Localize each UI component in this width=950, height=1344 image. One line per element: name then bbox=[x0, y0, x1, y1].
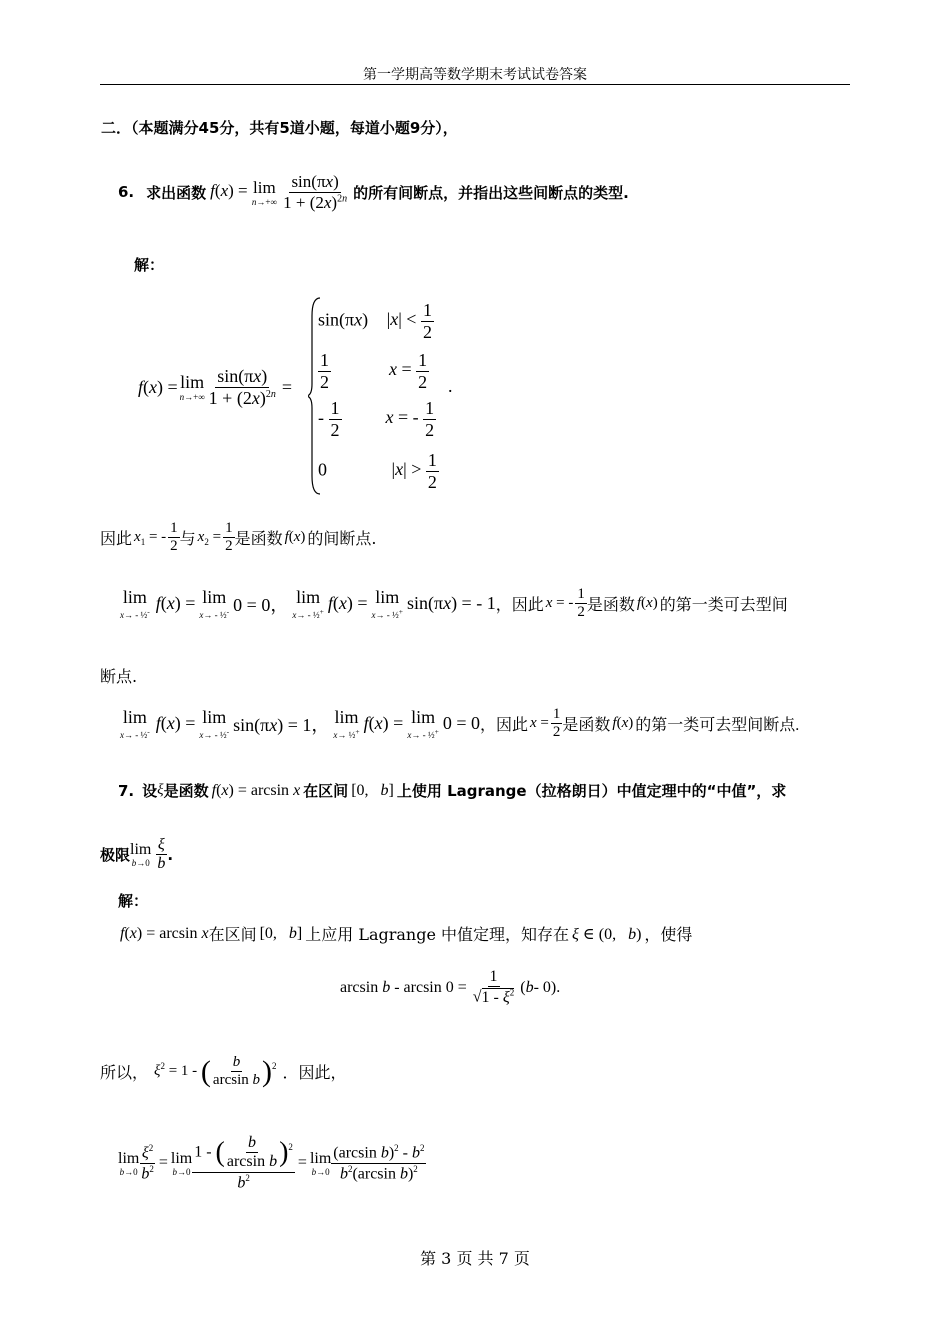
section-heading: 二．（本题满分45分，共有5道小题，每道小题9分）， bbox=[101, 119, 458, 137]
q7-prompt-pre: 设 bbox=[142, 782, 158, 800]
q7-prompt: 7. 设 ξ 是函数 f(x) = arcsin x 在区间 [0, b] 上使用 Lagrange（拉格朗日）中值定理中的“中值”，求 bbox=[118, 781, 787, 800]
conclusion-end: 的间断点. bbox=[307, 529, 377, 549]
q7-so-pre: 所以， bbox=[100, 1063, 149, 1083]
q7-solution-label: 解： bbox=[118, 892, 149, 910]
q6-prompt-pre: 求出函数 bbox=[146, 183, 207, 202]
conclusion-mid: 与 bbox=[179, 529, 196, 549]
piecewise-period: . bbox=[448, 376, 453, 396]
conclusion-post: 是函数 bbox=[234, 529, 283, 549]
q7-prompt-mid2: 在区间 bbox=[303, 782, 349, 800]
q6-line2: 断点. bbox=[100, 667, 138, 686]
q7-mvt-equation: arcsin b - arcsin 0 = $\frac{1}{√1 - \xi^2}$ ( b - 0). bbox=[340, 968, 561, 1006]
q6-piecewise-lhs: f ( x ) = lim n→+∞ $\frac{\sin(\pi x)}{1 + (2x)^{2n}}$ = bbox=[138, 366, 292, 408]
line1-tail2: 是函数 bbox=[586, 597, 635, 615]
q6-limit-line-1: lim x→ - ½- f(x) = lim x→ - ½- 0 = 0， lim x→ - ½+ f(x) = lim x→ - ½+ sin(πx) = - 1 ，因此 x = - $\frac{1}{2}$ 是函数 f(x) 的第一类可去型间 bbox=[120, 586, 788, 621]
q7-prompt-post: 上使用 Lagrange（拉格朗日）中值定理中的“中值”，求 bbox=[396, 782, 787, 800]
line3-tail: ，因此 bbox=[479, 717, 528, 735]
q7-prompt-mid: 是函数 bbox=[163, 782, 209, 800]
q6-conclusion: 因此 $x_1$ = - $\frac{1}{2}$ 与 $x_2$ = $\frac{1}{2}$ 是函数 f(x) 的间断点. bbox=[100, 520, 377, 555]
case-2: $\frac{1}{2}$ x = $\frac{1}{2}$ bbox=[320, 350, 428, 392]
q6-function-expr: f(x) = lim n→+∞ $\frac{\sin(\pi x)}{1 + (2x)^{2n}}$ bbox=[210, 172, 348, 212]
q7-so-post: ．因此， bbox=[282, 1063, 347, 1083]
q7-solution-line1: f(x) = arcsin x 在区间 [0, b] 上应用 Lagrange 中值定理，知存在 ξ ∈ (0, b) ，使得 bbox=[120, 922, 692, 945]
q6-prompt bbox=[118, 172, 629, 212]
q6-label: 6. bbox=[118, 183, 135, 202]
case-3: - $\frac{1}{2}$ x = - $\frac{1}{2}$ bbox=[318, 398, 435, 440]
line1-tail3: 的第一类可去型间 bbox=[659, 597, 788, 615]
q7-prompt2-pre: 极限 bbox=[100, 846, 131, 865]
q7-prompt-line2: 极限 lim b→0 $\frac{\xi}{b}$ . bbox=[100, 836, 174, 873]
case-1: sin(πx) |x| < $\frac{1}{2}$ bbox=[318, 300, 432, 342]
line1-tail: ，因此 bbox=[495, 597, 544, 615]
line3-tail2: 是函数 bbox=[562, 717, 611, 735]
case-4: 0 |x| > $\frac{1}{2}$ bbox=[318, 450, 437, 492]
q7-sol-end: ，使得 bbox=[644, 925, 693, 944]
header-rule bbox=[100, 84, 850, 85]
q7-label: 7. bbox=[118, 781, 135, 800]
q7-sol-post: 上应用 Lagrange 中值定理，知存在 bbox=[305, 925, 570, 944]
conclusion-pre: 因此 bbox=[100, 529, 133, 549]
q6-limit-line-2: lim x→ - ½- f(x) = lim x→ - ½- sin(πx) = 1， lim x→ ½+ f(x) = lim x→ - ½+ 0 = 0 ，因此 x = $\frac{1}{2}$ 是函数 f(x) 的第一类可去型间断点. bbox=[120, 706, 800, 741]
q7-final-limit: lim b→0 $\frac{\xi^2}{b^2}$ = lim b→0 1 - ( $\frac{b}{\text{arcsin b}}$ )$^2$ $b^2$ = lim b→0 $\frac{(\arcsin b)^2 - b^2}{b^2(\arcsin b)^2}$ bbox=[118, 1134, 425, 1192]
q6-solution-label: 解： bbox=[134, 256, 165, 274]
line3-tail3: 的第一类可去型间断点. bbox=[635, 717, 800, 735]
q7-so-line: 所以， $\xi^2 = 1$ - ( $\frac{b}{\text{arcsin b}}$ )$^2$ ．因此， bbox=[100, 1054, 347, 1089]
q6-prompt-post: 的所有间断点，并指出这些间断点的类型. bbox=[353, 183, 629, 202]
page-footer: 第 3 页 共 7 页 bbox=[420, 1249, 530, 1268]
page-header: 第一学期高等数学期末考试试卷答案 bbox=[363, 67, 587, 83]
q7-sol-mid: 在区间 bbox=[208, 925, 257, 944]
